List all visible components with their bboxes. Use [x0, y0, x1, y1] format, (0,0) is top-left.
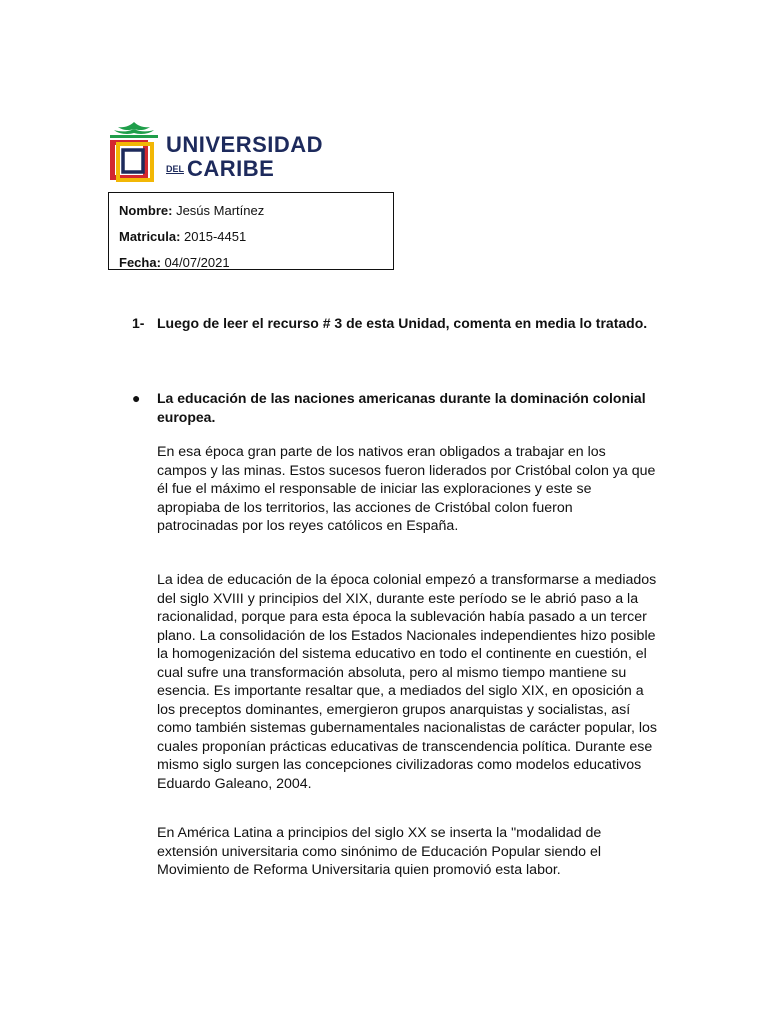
- university-logo: [108, 120, 338, 182]
- bullet-icon: ●: [132, 390, 141, 406]
- question-text: Luego de leer el recurso # 3 de esta Unidad, comenta en media lo tratado.: [157, 315, 648, 331]
- section-heading-text: La educación de las naciones americanas durante la dominación colonial europea.: [157, 390, 646, 425]
- logo-text-del: DEL: [166, 164, 184, 174]
- question-title: [132, 314, 652, 333]
- paragraph-3: En América Latina a principios del siglo XX se inserta la "modalidad de extensión universitaria como sinónimo de Educación Popular siendo el Movimiento de Reforma Universitaria quien promovió esta labor.: [157, 825, 602, 878]
- matricula-value: 2015-4451: [180, 229, 247, 244]
- university-emblem-icon: [108, 120, 160, 182]
- fecha-value: 04/07/2021: [160, 255, 230, 270]
- nombre-label: Nombre:: [119, 203, 173, 218]
- nombre-value: Jesús Martínez: [172, 203, 265, 218]
- question-number: 1-: [132, 315, 145, 331]
- fecha-row: [119, 250, 383, 276]
- logo-text-caribe: CARIBE: [187, 156, 275, 181]
- matricula-label: Matricula:: [119, 229, 181, 244]
- nombre-row: [119, 198, 383, 224]
- paragraph-2: La idea de educación de la época colonial empezó a transformarse a mediados del siglo XVIII y principios del XIX, durante este período se le abrió paso a la racionalidad, porque para esta época la sublevación había pasado a un tercer plano. La consolidación de los Estados Nacionales independientes hizo posible la homogenización del sistema educativo en todo el continente en cuestión, el cual sufre una transformación absoluta, pero al mismo tiempo mantiene su esencia. Es importante resaltar que, a mediados del siglo XIX, en oposición a los preceptos dominantes, emergieron grupos anarquistas y socialistas, así como también sistemas gubernamentales nacionalistas de carácter popular, los cuales proponían prácticas educativas de transcendencia política. Durante ese mismo siglo surgen las concepciones civilizadoras como modelos educativos Eduardo Galeano, 2004.: [157, 572, 657, 792]
- student-info-box: [108, 192, 394, 270]
- section-heading: [132, 389, 652, 427]
- fecha-label: Fecha:: [119, 255, 161, 270]
- matricula-row: [119, 224, 383, 250]
- logo-text-universidad: UNIVERSIDAD: [166, 132, 324, 157]
- paragraph-1: En esa época gran parte de los nativos eran obligados a trabajar en los campos y las minas. Estos sucesos fueron liderados por Cristóbal colon ya que él fue el máximo el responsable de iniciar las exploraciones y este se apropiaba de los territorios, las acciones de Cristóbal colon fueron patrocinadas por los reyes católicos en España.: [157, 444, 656, 534]
